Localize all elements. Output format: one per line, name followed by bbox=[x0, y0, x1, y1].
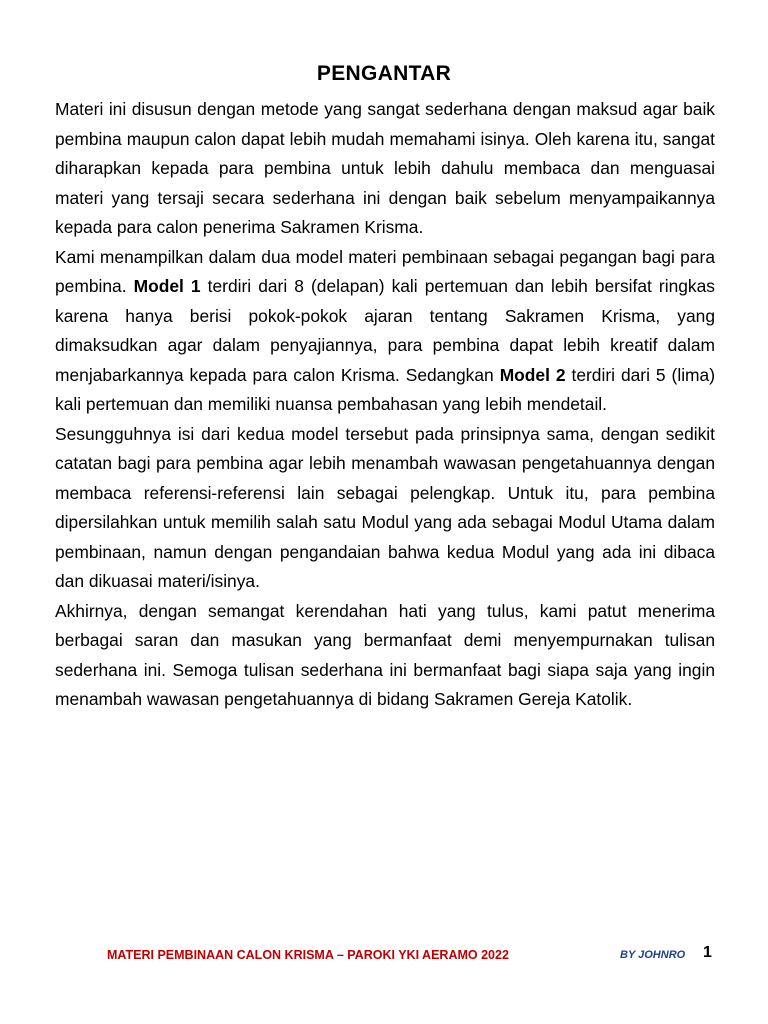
paragraph-2-part-b: terdiri dari 8 (delapan) kali pertemuan dan lebih bersifat ringkas karena hanya berisi pokok-pokok ajaran tentang Sakramen Krisma, yang dimaksudkan agar dalam penyajiannya, para pembina dapat lebih kreatif dalam menjabarkannya kepada para calon Krisma. Sedangkan bbox=[55, 276, 715, 385]
footer-author: BY JOHNRO bbox=[620, 949, 686, 961]
footer-title: MATERI PEMBINAAN CALON KRISMA – PAROKI YKI AERAMO 2022 bbox=[107, 948, 509, 962]
paragraph-2-part-a: Kami menampilkan dalam dua model materi pembinaan sebagai pegangan bagi para pembina. bbox=[55, 246, 715, 296]
body-text bbox=[55, 95, 715, 715]
page-title: PENGANTAR bbox=[316, 62, 452, 85]
model-2-label: Model 2 bbox=[499, 364, 566, 385]
paragraph-2-part-c: terdiri dari 5 (lima) kali pertemuan dan memiliki nuansa pembahasan yang lebih mendetail. bbox=[55, 364, 716, 414]
page-footer bbox=[0, 944, 768, 968]
paragraph-1: Materi ini disusun dengan metode yang sangat sederhana dengan maksud agar baik pembina maupun calon dapat lebih mudah memahami isinya. Oleh karena itu, sangat diharapkan kepada para pembina untuk lebih dahulu membaca dan menguasai materi yang tersaji secara sederhana ini dengan baik sebelum menyampaikannya kepada para calon penerima Sakramen Krisma. bbox=[55, 99, 715, 237]
model-1-label: Model 1 bbox=[133, 276, 201, 296]
page-number: 1 bbox=[703, 944, 712, 961]
paragraph-3: Sesungguhnya isi dari kedua model tersebut pada prinsipnya sama, dengan sedikit catatan bagi para pembina agar lebih menambah wawasan pengetahuannya dengan membaca referensi-referensi lain sebagai pelengkap. Untuk itu, para pembina dipersilahkan untuk memilih salah satu Modul yang ada sebagai Modul Utama dalam pembinaan, namun dengan pengandaian bahwa kedua Modul yang ada ini dibaca dan dikuasai materi/isinya. bbox=[55, 423, 715, 591]
paragraph-2 bbox=[55, 243, 715, 420]
paragraph-4: Akhirnya, dengan semangat kerendahan hati yang tulus, kami patut menerima berbagai saran dan masukan yang bermanfaat demi menyempurnakan tulisan sederhana ini. Semoga tulisan sederhana ini bermanfaat bagi siapa saja yang ingin menambah wawasan pengetahuannya di bidang Sakramen Gereja Katolik. bbox=[55, 600, 715, 709]
